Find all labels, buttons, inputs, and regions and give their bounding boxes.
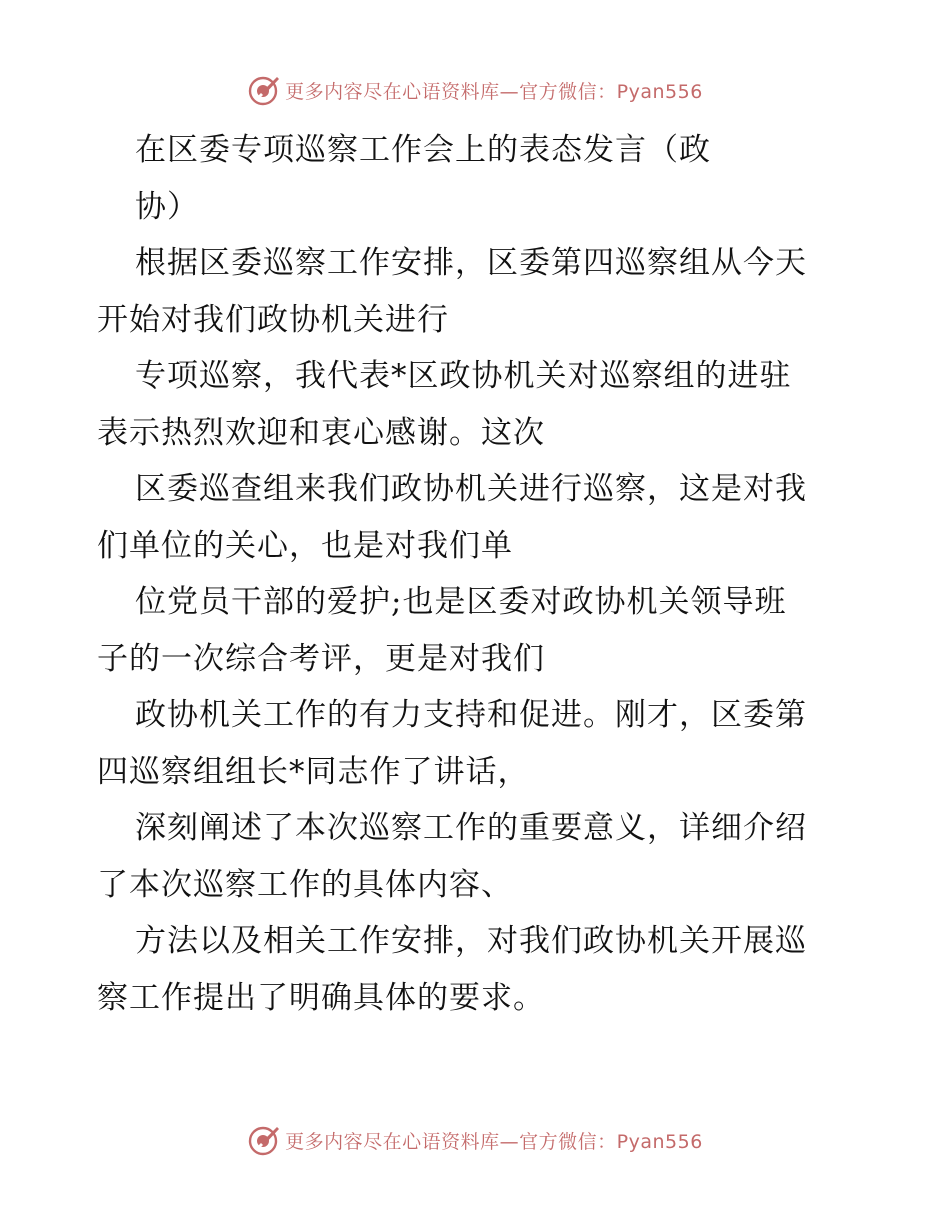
text-line: 区委巡查组来我们政协机关进行巡察，这是对我: [135, 471, 807, 507]
text-line: 位党员干部的爱护;也是区委对政协机关领导班: [135, 584, 787, 620]
header-banner: [0, 70, 950, 110]
text-line: 表示热烈欢迎和衷心感谢。这次: [97, 414, 545, 451]
text-line: 根据区委巡察工作安排，区委第四巡察组从今天: [135, 245, 807, 281]
text-line: 专项巡察，我代表*区政协机关对巡察组的进驻: [135, 358, 792, 394]
text-line: 协）: [135, 188, 199, 225]
text-line: 们单位的关心，也是对我们单: [97, 527, 513, 564]
text-line: 了本次巡察工作的具体内容、: [97, 866, 513, 903]
text-line: 在区委专项巡察工作会上的表态发言（政: [135, 132, 711, 168]
banner-text: 更多内容尽在心语资料库—官方微信：Pyan556: [285, 80, 703, 103]
footer-banner: [0, 1120, 950, 1160]
text-line: 察工作提出了明确具体的要求。: [97, 979, 545, 1016]
text-line: 政协机关工作的有力支持和促进。刚才，区委第: [135, 697, 807, 733]
text-line: 深刻阐述了本次巡察工作的重要意义，详细介绍: [135, 810, 807, 846]
text-line: 开始对我们政协机关进行: [97, 301, 449, 338]
quill-circle-logo-icon: [247, 73, 281, 107]
text-line: 方法以及相关工作安排，对我们政协机关开展巡: [135, 923, 807, 959]
document-body: [97, 122, 857, 1026]
banner-text: 更多内容尽在心语资料库—官方微信：Pyan556: [285, 1130, 703, 1153]
text-line: 子的一次综合考评，更是对我们: [97, 640, 545, 677]
quill-circle-logo-icon: [247, 1123, 281, 1157]
text-line: 四巡察组组长*同志作了讲话，: [97, 753, 530, 790]
